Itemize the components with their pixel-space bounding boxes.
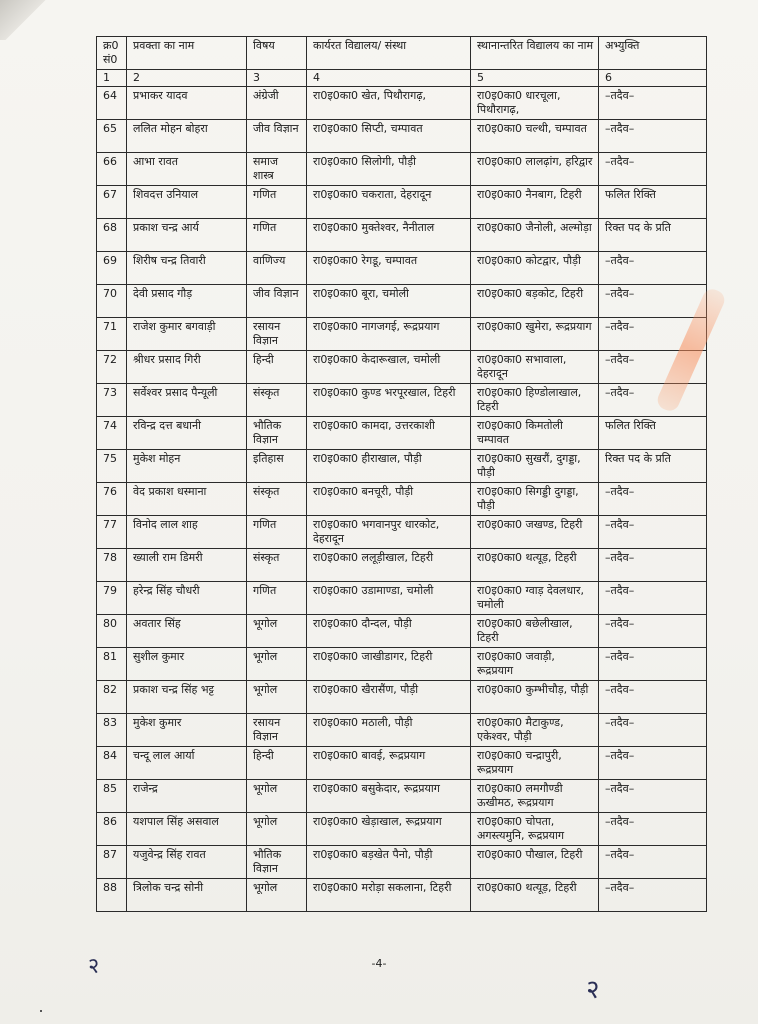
cell-subject: इतिहास (247, 450, 307, 483)
page-fold-corner (0, 0, 60, 40)
table-row (97, 219, 707, 252)
cell-serial-number: 79 (97, 582, 127, 615)
cell-teacher-name: सर्वेश्वर प्रसाद पैन्यूली (127, 384, 247, 417)
cell-serial-number: 80 (97, 615, 127, 648)
cell-remarks: –तदैव– (599, 714, 707, 747)
cell-teacher-name: प्रकाश चन्द्र आर्य (127, 219, 247, 252)
cell-teacher-name: चन्दू लाल आर्या (127, 747, 247, 780)
column-number: 1 (97, 70, 127, 87)
cell-teacher-name: हरेन्द्र सिंह चौधरी (127, 582, 247, 615)
handwritten-mark-left: २ (86, 953, 102, 980)
cell-subject: संस्कृत (247, 549, 307, 582)
cell-subject: समाज शास्त्र (247, 153, 307, 186)
cell-serial-number: 74 (97, 417, 127, 450)
cell-current-school: रा0इ0का0 रेगडू, चम्पावत (307, 252, 471, 285)
cell-serial-number: 64 (97, 87, 127, 120)
cell-transferred-school: रा0इ0का0 ग्वाड़ देवलधार, चमोली (471, 582, 599, 615)
cell-serial-number: 77 (97, 516, 127, 549)
cell-teacher-name: त्रिलोक चन्द्र सोनी (127, 879, 247, 912)
cell-teacher-name: ख्याली राम डिमरी (127, 549, 247, 582)
cell-subject: गणित (247, 516, 307, 549)
cell-teacher-name: ललित मोहन बोहरा (127, 120, 247, 153)
table-row (97, 351, 707, 384)
cell-serial-number: 88 (97, 879, 127, 912)
cell-current-school: रा0इ0का0 बूरा, चमोली (307, 285, 471, 318)
cell-transferred-school: रा0इ0का0 जवाड़ी, रूद्रप्रयाग (471, 648, 599, 681)
cell-teacher-name: राजेश कुमार बगवाड़ी (127, 318, 247, 351)
table-row (97, 846, 707, 879)
cell-transferred-school: रा0इ0का0 धारचूला, पिथौरागढ़, (471, 87, 599, 120)
table-row (97, 120, 707, 153)
cell-transferred-school: रा0इ0का0 नैनबाग, टिहरी (471, 186, 599, 219)
cell-teacher-name: प्रकाश चन्द्र सिंह भट्ट (127, 681, 247, 714)
cell-subject: भूगोल (247, 648, 307, 681)
cell-remarks: फलित रिक्ति (599, 417, 707, 450)
cell-teacher-name: राजेन्द्र (127, 780, 247, 813)
cell-subject: गणित (247, 582, 307, 615)
cell-teacher-name: शिवदत्त उनियाल (127, 186, 247, 219)
header-serial-number: क्र0 सं0 (97, 37, 127, 70)
cell-serial-number: 81 (97, 648, 127, 681)
column-number: 6 (599, 70, 707, 87)
column-number: 2 (127, 70, 247, 87)
table-row (97, 252, 707, 285)
cell-remarks: –तदैव– (599, 318, 707, 351)
cell-remarks: –तदैव– (599, 120, 707, 153)
cell-serial-number: 69 (97, 252, 127, 285)
page-number: -4- (371, 957, 387, 970)
cell-teacher-name: वेद प्रकाश धस्माना (127, 483, 247, 516)
cell-serial-number: 73 (97, 384, 127, 417)
cell-serial-number: 71 (97, 318, 127, 351)
cell-current-school: रा0इ0का0 मुक्तेश्वर, नैनीताल (307, 219, 471, 252)
cell-current-school: रा0इ0का0 मरोड़ा सकलाना, टिहरी (307, 879, 471, 912)
cell-subject: भौतिक विज्ञान (247, 846, 307, 879)
cell-teacher-name: प्रभाकर यादव (127, 87, 247, 120)
table-row (97, 648, 707, 681)
cell-teacher-name: अवतार सिंह (127, 615, 247, 648)
cell-transferred-school: रा0इ0का0 हिण्डोलाखाल, टिहरी (471, 384, 599, 417)
cell-remarks: –तदैव– (599, 747, 707, 780)
cell-teacher-name: यजुवेन्द्र सिंह रावत (127, 846, 247, 879)
cell-transferred-school: रा0इ0का0 थत्यूड़, टिहरी (471, 549, 599, 582)
table-row (97, 780, 707, 813)
cell-serial-number: 85 (97, 780, 127, 813)
cell-transferred-school: रा0इ0का0 जैनोली, अल्मोड़ा (471, 219, 599, 252)
cell-teacher-name: आभा रावत (127, 153, 247, 186)
cell-current-school: रा0इ0का0 खेत, पिथौरागढ़, (307, 87, 471, 120)
cell-subject: गणित (247, 186, 307, 219)
cell-transferred-school: रा0इ0का0 सभावाला, देहरादून (471, 351, 599, 384)
cell-remarks: –तदैव– (599, 153, 707, 186)
cell-serial-number: 76 (97, 483, 127, 516)
cell-subject: अंग्रेजी (247, 87, 307, 120)
table-row (97, 516, 707, 549)
cell-serial-number: 68 (97, 219, 127, 252)
cell-remarks: –तदैव– (599, 813, 707, 846)
cell-subject: भौतिक विज्ञान (247, 417, 307, 450)
cell-transferred-school: रा0इ0का0 लालढ़ांग, हरिद्वार (471, 153, 599, 186)
cell-transferred-school: रा0इ0का0 किमतोली चम्पावत (471, 417, 599, 450)
header-subject: विषय (247, 37, 307, 70)
cell-transferred-school: रा0इ0का0 सुखरौं, दुगड्डा, पौड़ी (471, 450, 599, 483)
cell-current-school: रा0इ0का0 कामदा, उत्तरकाशी (307, 417, 471, 450)
cell-current-school: रा0इ0का0 सिप्टी, चम्पावत (307, 120, 471, 153)
cell-remarks: –तदैव– (599, 780, 707, 813)
cell-subject: संस्कृत (247, 483, 307, 516)
transfer-list-table (96, 36, 707, 912)
table-row (97, 549, 707, 582)
cell-current-school: रा0इ0का0 चकराता, देहरादून (307, 186, 471, 219)
cell-teacher-name: मुकेश कुमार (127, 714, 247, 747)
cell-serial-number: 75 (97, 450, 127, 483)
cell-remarks: –तदैव– (599, 582, 707, 615)
cell-subject: हिन्दी (247, 747, 307, 780)
table-row (97, 813, 707, 846)
cell-current-school: रा0इ0का0 भगवानपुर धारकोट, देहरादून (307, 516, 471, 549)
cell-serial-number: 65 (97, 120, 127, 153)
cell-transferred-school: रा0इ0का0 कोटद्वार, पौड़ी (471, 252, 599, 285)
cell-transferred-school: रा0इ0का0 पौखाल, टिहरी (471, 846, 599, 879)
cell-current-school: रा0इ0का0 केदारूखाल, चमोली (307, 351, 471, 384)
cell-serial-number: 84 (97, 747, 127, 780)
table-row (97, 747, 707, 780)
handwritten-mark-right: २ (585, 974, 601, 1006)
cell-remarks: –तदैव– (599, 681, 707, 714)
cell-remarks: –तदैव– (599, 549, 707, 582)
table-row (97, 285, 707, 318)
cell-transferred-school: रा0इ0का0 सिगड्डी दुगड्डा, पौड़ी (471, 483, 599, 516)
cell-transferred-school: रा0इ0का0 बड़कोट, टिहरी (471, 285, 599, 318)
cell-serial-number: 82 (97, 681, 127, 714)
cell-current-school: रा0इ0का0 खेड़ाखाल, रूद्रप्रयाग (307, 813, 471, 846)
cell-teacher-name: रविन्द्र दत्त बधानी (127, 417, 247, 450)
table-row (97, 615, 707, 648)
cell-serial-number: 83 (97, 714, 127, 747)
table-row (97, 417, 707, 450)
cell-remarks: रिक्त पद के प्रति (599, 219, 707, 252)
table-row (97, 87, 707, 120)
cell-transferred-school: रा0इ0का0 खुमेरा, रूद्रप्रयाग (471, 318, 599, 351)
cell-current-school: रा0इ0का0 कुण्ड भरपूरखाल, टिहरी (307, 384, 471, 417)
cell-transferred-school: रा0इ0का0 लमगौण्डी ऊखीमठ, रूद्रप्रयाग (471, 780, 599, 813)
cell-subject: गणित (247, 219, 307, 252)
cell-subject: हिन्दी (247, 351, 307, 384)
dust-speck (40, 1010, 42, 1012)
cell-subject: जीव विज्ञान (247, 120, 307, 153)
cell-transferred-school: रा0इ0का0 चन्द्रापुरी, रूद्रप्रयाग (471, 747, 599, 780)
cell-teacher-name: यशपाल सिंह असवाल (127, 813, 247, 846)
header-teacher-name: प्रवक्ता का नाम (127, 37, 247, 70)
table-row (97, 582, 707, 615)
cell-subject: भूगोल (247, 615, 307, 648)
cell-remarks: –तदैव– (599, 483, 707, 516)
cell-current-school: रा0इ0का0 बनचूरी, पौड़ी (307, 483, 471, 516)
cell-current-school: रा0इ0का0 खैरासैंण, पौड़ी (307, 681, 471, 714)
cell-subject: भूगोल (247, 780, 307, 813)
cell-current-school: रा0इ0का0 नागजगई, रूद्रप्रयाग (307, 318, 471, 351)
cell-remarks: –तदैव– (599, 351, 707, 384)
table-row (97, 153, 707, 186)
table-body (97, 87, 707, 912)
header-transferred-school: स्थानान्तरित विद्यालय का नाम (471, 37, 599, 70)
cell-serial-number: 70 (97, 285, 127, 318)
cell-remarks: –तदैव– (599, 384, 707, 417)
cell-subject: रसायन विज्ञान (247, 318, 307, 351)
cell-teacher-name: मुकेश मोहन (127, 450, 247, 483)
cell-current-school: रा0इ0का0 ललूड़ीखाल, टिहरी (307, 549, 471, 582)
cell-serial-number: 72 (97, 351, 127, 384)
cell-subject: वाणिज्य (247, 252, 307, 285)
cell-remarks: –तदैव– (599, 252, 707, 285)
cell-remarks: –तदैव– (599, 285, 707, 318)
cell-remarks: –तदैव– (599, 648, 707, 681)
cell-current-school: रा0इ0का0 हीराखाल, पौड़ी (307, 450, 471, 483)
column-number-row (97, 70, 707, 87)
cell-remarks: –तदैव– (599, 615, 707, 648)
cell-current-school: रा0इ0का0 जाखीडागर, टिहरी (307, 648, 471, 681)
cell-teacher-name: श्रीधर प्रसाद गिरी (127, 351, 247, 384)
cell-current-school: रा0इ0का0 बावई, रूद्रप्रयाग (307, 747, 471, 780)
cell-remarks: –तदैव– (599, 846, 707, 879)
column-number: 3 (247, 70, 307, 87)
cell-serial-number: 86 (97, 813, 127, 846)
table-row (97, 681, 707, 714)
cell-teacher-name: देवी प्रसाद गौड़ (127, 285, 247, 318)
cell-serial-number: 66 (97, 153, 127, 186)
cell-subject: संस्कृत (247, 384, 307, 417)
cell-serial-number: 78 (97, 549, 127, 582)
cell-transferred-school: रा0इ0का0 चल्थी, चम्पावत (471, 120, 599, 153)
cell-current-school: रा0इ0का0 सिलोगी, पौड़ी (307, 153, 471, 186)
cell-current-school: रा0इ0का0 बड़खेत पैनो, पौड़ी (307, 846, 471, 879)
cell-transferred-school: रा0इ0का0 थत्यूड़, टिहरी (471, 879, 599, 912)
table-row (97, 384, 707, 417)
table-row (97, 318, 707, 351)
table-row (97, 186, 707, 219)
table-row (97, 450, 707, 483)
cell-subject: जीव विज्ञान (247, 285, 307, 318)
cell-transferred-school: रा0इ0का0 जखण्ड, टिहरी (471, 516, 599, 549)
cell-current-school: रा0इ0का0 बसुकेदार, रूद्रप्रयाग (307, 780, 471, 813)
cell-current-school: रा0इ0का0 उडामाण्डा, चमोली (307, 582, 471, 615)
cell-remarks: फलित रिक्ति (599, 186, 707, 219)
column-number: 4 (307, 70, 471, 87)
table-header-row (97, 37, 707, 70)
cell-current-school: रा0इ0का0 मठाली, पौड़ी (307, 714, 471, 747)
cell-subject: भूगोल (247, 681, 307, 714)
cell-serial-number: 67 (97, 186, 127, 219)
table-row (97, 483, 707, 516)
cell-remarks: रिक्त पद के प्रति (599, 450, 707, 483)
cell-remarks: –तदैव– (599, 87, 707, 120)
table-row (97, 714, 707, 747)
table-row (97, 879, 707, 912)
cell-subject: रसायन विज्ञान (247, 714, 307, 747)
cell-subject: भूगोल (247, 813, 307, 846)
cell-teacher-name: सुशील कुमार (127, 648, 247, 681)
cell-current-school: रा0इ0का0 दौन्दल, पौड़ी (307, 615, 471, 648)
cell-transferred-school: रा0इ0का0 कुम्भीचौड़, पौड़ी (471, 681, 599, 714)
cell-serial-number: 87 (97, 846, 127, 879)
cell-transferred-school: रा0इ0का0 मैटाकुण्ड, एकेश्वर, पौड़ी (471, 714, 599, 747)
column-number: 5 (471, 70, 599, 87)
cell-transferred-school: रा0इ0का0 बछेलीखाल, टिहरी (471, 615, 599, 648)
cell-subject: भूगोल (247, 879, 307, 912)
cell-teacher-name: शिरीष चन्द्र तिवारी (127, 252, 247, 285)
cell-remarks: –तदैव– (599, 879, 707, 912)
cell-remarks: –तदैव– (599, 516, 707, 549)
header-current-school: कार्यरत विद्यालय/ संस्था (307, 37, 471, 70)
cell-teacher-name: विनोद लाल शाह (127, 516, 247, 549)
cell-transferred-school: रा0इ0का0 चोपता, अगस्त्यमुनि, रूद्रप्रयाग (471, 813, 599, 846)
header-remarks: अभ्युक्ति (599, 37, 707, 70)
